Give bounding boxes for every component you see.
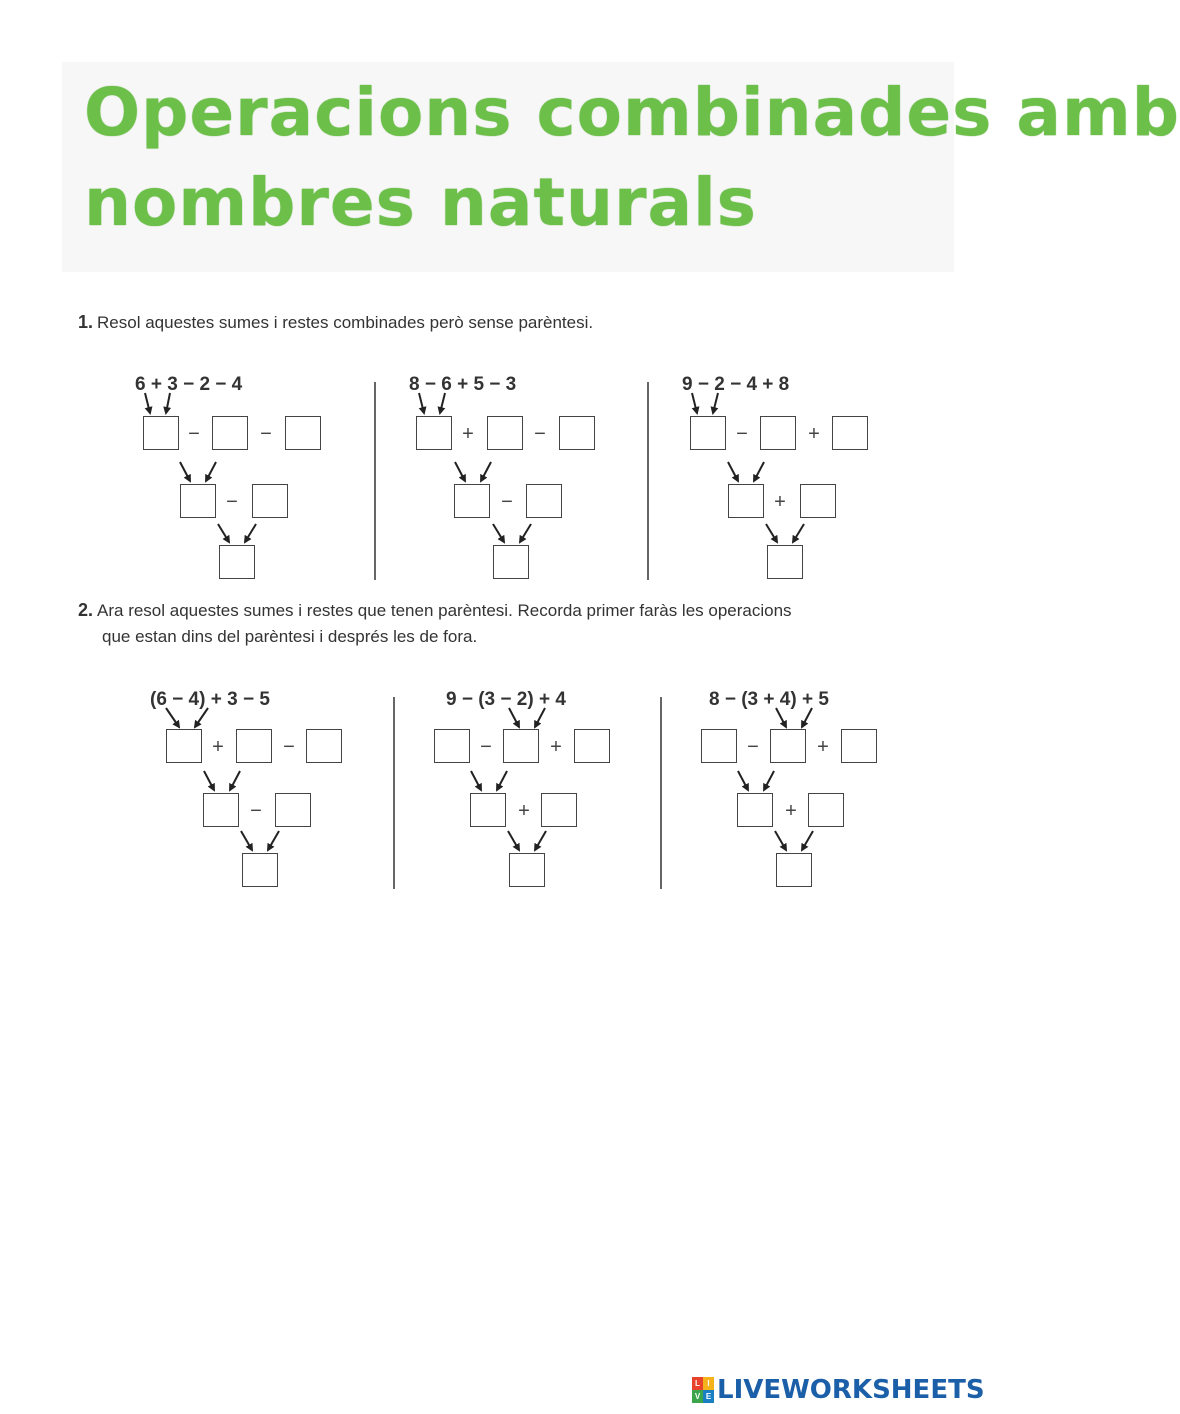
result-box[interactable] bbox=[219, 545, 255, 579]
answer-box[interactable] bbox=[574, 729, 610, 763]
operator-sign: + bbox=[785, 800, 797, 822]
operator-sign: − bbox=[480, 736, 492, 758]
exercise-2-text-line-2: que estan dins del parèntesi i després les de fora. bbox=[102, 627, 478, 646]
ex1-problem-3-expression: 9 − 2 − 4 + 8 bbox=[682, 374, 790, 395]
answer-box[interactable] bbox=[841, 729, 877, 763]
arrow-icon bbox=[145, 393, 150, 413]
operator-sign: − bbox=[736, 423, 748, 445]
answer-box[interactable] bbox=[180, 484, 216, 518]
answer-box[interactable] bbox=[285, 416, 321, 450]
answer-box[interactable] bbox=[143, 416, 179, 450]
answer-box[interactable] bbox=[306, 729, 342, 763]
liveworksheets-logo-icon bbox=[692, 1377, 714, 1403]
operator-sign: − bbox=[260, 423, 272, 445]
operator-sign: + bbox=[518, 800, 530, 822]
ex2-problem-2-expression: 9 − (3 − 2) + 4 bbox=[446, 689, 566, 710]
exercise-1-instruction bbox=[78, 309, 593, 336]
logo-letter: L bbox=[692, 1377, 703, 1390]
arrow-icon bbox=[713, 393, 718, 413]
answer-box[interactable] bbox=[434, 729, 470, 763]
operator-sign: + bbox=[462, 423, 474, 445]
ex1-problem-1-expression: 6 + 3 − 2 − 4 bbox=[135, 374, 243, 395]
title-banner bbox=[62, 62, 1180, 272]
answer-box[interactable] bbox=[487, 416, 523, 450]
arrow-icon bbox=[455, 462, 465, 481]
arrow-icon bbox=[206, 462, 216, 481]
operator-sign: − bbox=[534, 423, 546, 445]
operator-sign: − bbox=[250, 800, 262, 822]
operator-sign: + bbox=[817, 736, 829, 758]
answer-box[interactable] bbox=[416, 416, 452, 450]
answer-box[interactable] bbox=[526, 484, 562, 518]
answer-box[interactable] bbox=[454, 484, 490, 518]
answer-box[interactable] bbox=[559, 416, 595, 450]
arrow-icon bbox=[497, 771, 507, 790]
footer-brand-text: LIVEWORKSHEETS bbox=[717, 1375, 985, 1405]
arrow-icon bbox=[166, 393, 170, 413]
column-divider bbox=[374, 382, 376, 580]
logo-letter: V bbox=[692, 1390, 703, 1403]
arrow-icon bbox=[245, 524, 256, 542]
arrow-icon bbox=[471, 771, 481, 790]
arrow-icon bbox=[180, 462, 190, 481]
arrow-icon bbox=[692, 393, 697, 413]
column-divider bbox=[393, 697, 395, 889]
answer-box[interactable] bbox=[212, 416, 248, 450]
result-box[interactable] bbox=[242, 853, 278, 887]
answer-box[interactable] bbox=[728, 484, 764, 518]
operator-sign: + bbox=[808, 423, 820, 445]
exercise-2-instruction bbox=[78, 597, 792, 650]
result-box[interactable] bbox=[493, 545, 529, 579]
ex2-problem-1-expression: (6 − 4) + 3 − 5 bbox=[150, 689, 270, 710]
arrow-icon bbox=[481, 462, 491, 481]
answer-box[interactable] bbox=[470, 793, 506, 827]
arrow-icon bbox=[754, 462, 764, 481]
footer-brand bbox=[692, 1372, 985, 1408]
answer-box[interactable] bbox=[832, 416, 868, 450]
arrow-icon bbox=[728, 462, 738, 481]
arrow-icon bbox=[802, 831, 813, 850]
answer-box[interactable] bbox=[275, 793, 311, 827]
result-box[interactable] bbox=[776, 853, 812, 887]
page-title-line-1: Operacions combinades amb bbox=[84, 74, 1180, 151]
arrow-icon bbox=[204, 771, 214, 790]
operator-sign: + bbox=[212, 736, 224, 758]
answer-box[interactable] bbox=[503, 729, 539, 763]
result-box[interactable] bbox=[509, 853, 545, 887]
operator-sign: − bbox=[501, 491, 513, 513]
column-divider bbox=[647, 382, 649, 580]
operator-sign: − bbox=[283, 736, 295, 758]
arrow-icon bbox=[508, 831, 519, 850]
answer-box[interactable] bbox=[252, 484, 288, 518]
arrow-icon bbox=[268, 831, 279, 850]
ex2-problem-3-expression: 8 − (3 + 4) + 5 bbox=[709, 689, 829, 710]
answer-box[interactable] bbox=[690, 416, 726, 450]
arrow-icon bbox=[775, 831, 786, 850]
arrow-icon bbox=[241, 831, 252, 850]
arrow-icon bbox=[766, 524, 777, 542]
answer-box[interactable] bbox=[203, 793, 239, 827]
arrow-icon bbox=[493, 524, 504, 542]
answer-box[interactable] bbox=[808, 793, 844, 827]
exercise-2-text-line-1: Ara resol aquestes sumes i restes que tenen parèntesi. Recorda primer faràs les operacions bbox=[97, 601, 792, 620]
arrow-icon bbox=[230, 771, 240, 790]
ex1-problem-2-expression: 8 − 6 + 5 − 3 bbox=[409, 374, 517, 395]
arrow-icon bbox=[440, 393, 445, 413]
operator-sign: − bbox=[188, 423, 200, 445]
exercise-1-text: Resol aquestes sumes i restes combinades però sense parèntesi. bbox=[97, 313, 594, 332]
arrow-icon bbox=[738, 771, 748, 790]
answer-box[interactable] bbox=[737, 793, 773, 827]
arrow-icon bbox=[520, 524, 531, 542]
exercise-1-number: 1. bbox=[78, 312, 94, 332]
result-box[interactable] bbox=[767, 545, 803, 579]
page-title-line-2: nombres naturals bbox=[84, 164, 757, 241]
operator-sign: + bbox=[550, 736, 562, 758]
arrow-icon bbox=[535, 831, 546, 850]
operator-sign: + bbox=[774, 491, 786, 513]
answer-box[interactable] bbox=[236, 729, 272, 763]
operator-sign: − bbox=[226, 491, 238, 513]
arrow-icon bbox=[764, 771, 774, 790]
arrow-icon bbox=[218, 524, 229, 542]
answer-box[interactable] bbox=[166, 729, 202, 763]
column-divider bbox=[660, 697, 662, 889]
answer-box[interactable] bbox=[770, 729, 806, 763]
answer-box[interactable] bbox=[760, 416, 796, 450]
logo-letter: I bbox=[703, 1377, 714, 1390]
answer-box[interactable] bbox=[541, 793, 577, 827]
exercise-2-number: 2. bbox=[78, 600, 94, 620]
operator-sign: − bbox=[747, 736, 759, 758]
arrow-icon bbox=[419, 393, 424, 413]
arrow-icon bbox=[793, 524, 804, 542]
answer-box[interactable] bbox=[800, 484, 836, 518]
logo-letter: E bbox=[703, 1390, 714, 1403]
answer-box[interactable] bbox=[701, 729, 737, 763]
